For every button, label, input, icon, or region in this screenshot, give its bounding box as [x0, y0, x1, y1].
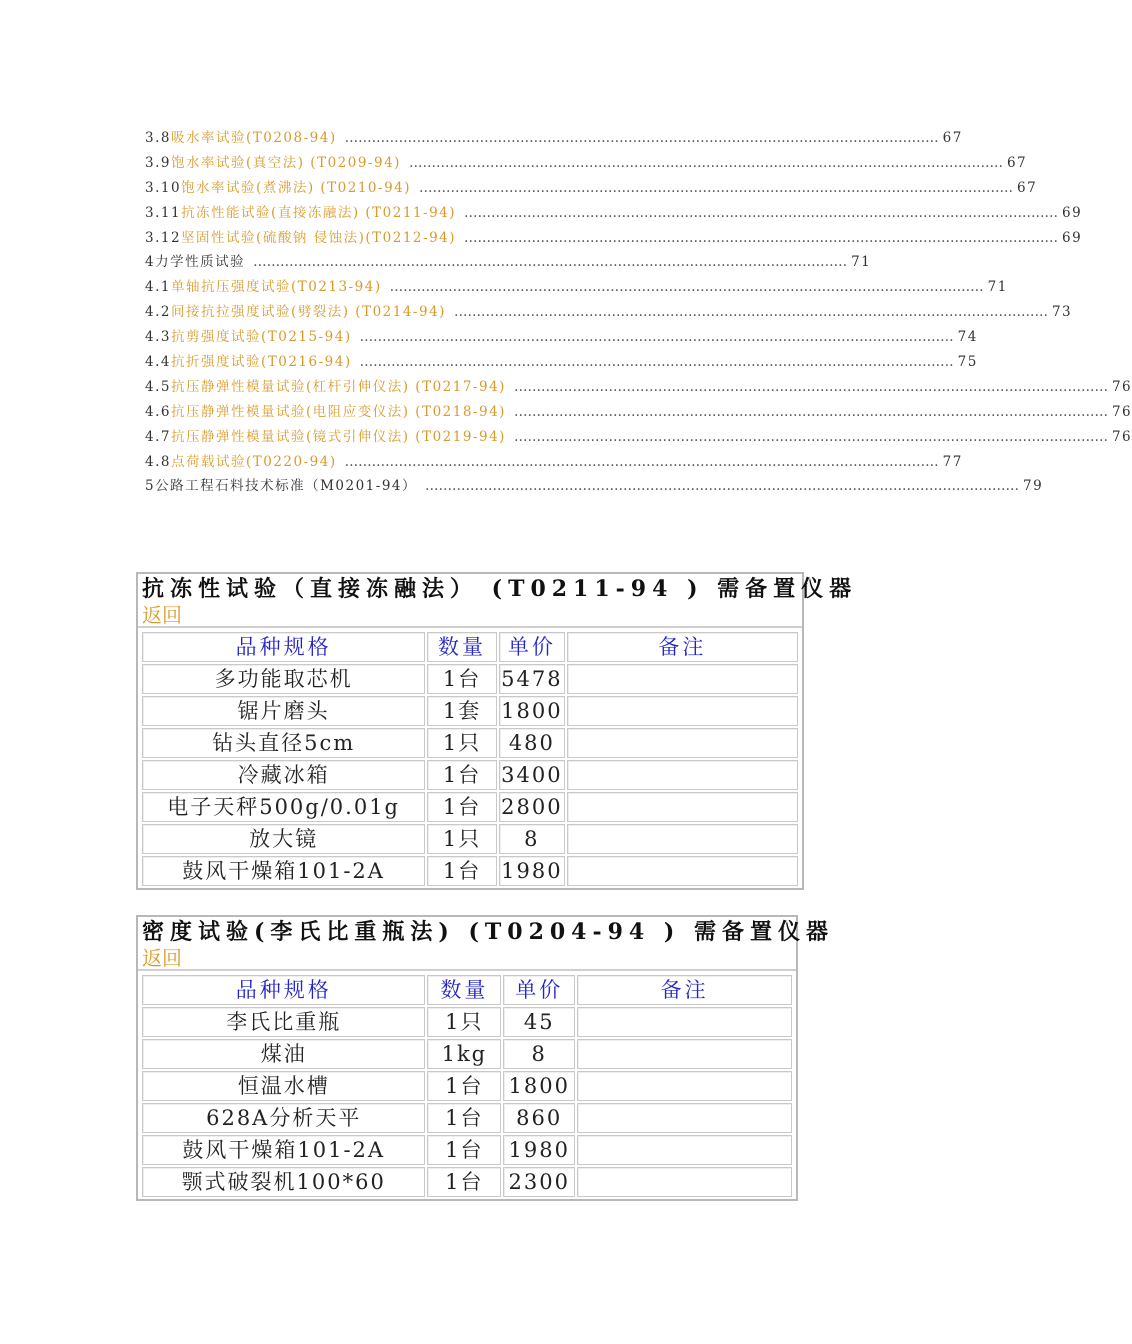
toc-entry[interactable] — [145, 400, 1132, 425]
cell-quantity: 1台 — [427, 792, 497, 822]
table-row — [142, 1039, 792, 1069]
back-link[interactable]: 返回 — [138, 604, 802, 628]
toc-number: 4.8 — [145, 453, 171, 470]
table-row — [142, 728, 798, 758]
toc-title-link[interactable]: 抗压静弹性模量试验(杠杆引伸仪法) (T0217-94) — [170, 378, 506, 395]
equipment-table-frost — [136, 572, 858, 890]
cell-item-spec: 放大镜 — [142, 824, 425, 854]
toc-leader-dots: …………………………………………………………………………………………………………………… — [389, 279, 984, 296]
cell-unit-price: 3400 — [499, 760, 565, 790]
cell-item-spec: 628A分析天平 — [142, 1103, 425, 1133]
toc-page-number: 67 — [1006, 154, 1028, 171]
toc-number: 4.4 — [145, 354, 171, 371]
toc-leader-dots: …………………………………………………………………………………………………………………… — [253, 254, 848, 271]
toc-title-link[interactable]: 抗折强度试验(T0216-94) — [170, 354, 352, 371]
toc-number: 5 — [145, 478, 156, 495]
toc-leader-dots: …………………………………………………………………………………………………………………… — [464, 204, 1059, 221]
header-quantity: 数量 — [427, 632, 497, 662]
cell-item-spec: 鼓风干燥箱101-2A — [142, 856, 425, 886]
cell-quantity: 1台 — [427, 856, 497, 886]
cell-item-spec: 电子天秤500g/0.01g — [142, 792, 425, 822]
toc-leader-dots: …………………………………………………………………………………………………………………… — [344, 453, 939, 470]
toc-leader-dots: …………………………………………………………………………………………………………………… — [344, 130, 939, 146]
toc-title-link[interactable]: 抗压静弹性模量试验(电阻应变仪法) (T0218-94) — [170, 403, 506, 420]
toc-number: 4.1 — [145, 279, 171, 296]
header-remarks: 备注 — [577, 975, 792, 1005]
cell-quantity: 1套 — [427, 696, 497, 726]
toc-leader-dots: …………………………………………………………………………………………………………………… — [419, 179, 1014, 196]
toc-entry[interactable] — [145, 425, 1132, 450]
toc-page-number: 76 — [1111, 378, 1132, 395]
cell-item-spec: 多功能取芯机 — [142, 664, 425, 694]
toc-page-number: 76 — [1111, 403, 1132, 420]
table-row — [142, 824, 798, 854]
toc-page-number: 75 — [957, 354, 978, 371]
cell-unit-price: 5478 — [499, 664, 565, 694]
toc-entry[interactable] — [145, 350, 978, 375]
cell-unit-price: 1800 — [503, 1071, 575, 1101]
cell-item-spec: 恒温水槽 — [142, 1071, 425, 1101]
toc-entry[interactable] — [145, 450, 963, 475]
toc-number: 3.11 — [145, 204, 182, 221]
cell-remarks — [577, 1007, 792, 1037]
cell-quantity: 1台 — [427, 1135, 501, 1165]
toc-number: 4.2 — [145, 304, 171, 321]
equipment-table — [140, 973, 794, 1199]
cell-remarks — [567, 792, 798, 822]
toc-page-number: 76 — [1111, 428, 1132, 445]
toc-number: 4.7 — [145, 428, 171, 445]
cell-remarks — [577, 1071, 792, 1101]
toc-entry[interactable] — [145, 176, 1038, 201]
cell-quantity: 1只 — [427, 728, 497, 758]
toc-entry — [145, 250, 872, 275]
cell-unit-price: 45 — [503, 1007, 575, 1037]
toc-number: 3.12 — [145, 229, 182, 246]
table-row — [142, 1167, 792, 1197]
table-row — [142, 1103, 792, 1133]
toc-page-number: 74 — [957, 329, 978, 346]
header-unit-price: 单价 — [499, 632, 565, 662]
header-item-spec: 品种规格 — [142, 975, 425, 1005]
toc-leader-dots: …………………………………………………………………………………………………………………… — [359, 329, 954, 346]
toc-entry[interactable] — [145, 151, 1028, 176]
toc-leader-dots: …………………………………………………………………………………………………………………… — [453, 304, 1048, 321]
toc-entry[interactable] — [145, 300, 1073, 325]
toc-leader-dots: …………………………………………………………………………………………………………………… — [513, 403, 1108, 420]
cell-remarks — [567, 696, 798, 726]
cell-unit-price: 480 — [499, 728, 565, 758]
cell-item-spec: 钻头直径5cm — [142, 728, 425, 758]
toc-entry[interactable] — [145, 201, 1083, 226]
toc-page-number: 67 — [1017, 179, 1038, 196]
table-row — [142, 696, 798, 726]
table-row — [142, 1007, 792, 1037]
toc-title-link[interactable]: 单轴抗压强度试验(T0213-94) — [170, 279, 382, 296]
table-row — [142, 760, 798, 790]
cell-quantity: 1只 — [427, 824, 497, 854]
toc-title-link[interactable]: 饱水率试验(煮沸法) (T0210-94) — [181, 179, 412, 196]
toc-page-number: 71 — [987, 279, 1008, 296]
equipment-table — [140, 630, 800, 888]
toc-number: 4 — [145, 254, 156, 271]
table-row — [142, 856, 798, 886]
toc-entry[interactable] — [145, 325, 978, 350]
toc-page-number: 77 — [942, 453, 963, 470]
toc-page-number: 67 — [942, 130, 963, 146]
toc-leader-dots: …………………………………………………………………………………………………………………… — [513, 378, 1108, 395]
toc-title-link[interactable]: 抗冻性能试验(直接冻融法) (T0211-94) — [181, 204, 457, 221]
toc-page-number: 69 — [1062, 229, 1083, 246]
cell-remarks — [577, 1039, 792, 1069]
toc-title-link[interactable]: 抗剪强度试验(T0215-94) — [170, 329, 352, 346]
cell-unit-price: 8 — [499, 824, 565, 854]
toc-leader-dots: …………………………………………………………………………………………………………………… — [359, 354, 954, 371]
toc-page-number: 69 — [1062, 204, 1083, 221]
cell-quantity: 1台 — [427, 760, 497, 790]
header-remarks: 备注 — [567, 632, 798, 662]
table-row — [142, 664, 798, 694]
toc-title-link[interactable]: 吸水率试验(T0208-94) — [170, 130, 337, 146]
toc-title-link: 公路工程石料技术标准（M0201-94） — [155, 478, 418, 495]
table-header-row — [142, 632, 798, 662]
toc-entry[interactable] — [145, 375, 1132, 400]
cell-quantity: 1只 — [427, 1007, 501, 1037]
cell-quantity: 1kg — [427, 1039, 501, 1069]
cell-remarks — [577, 1135, 792, 1165]
cell-item-spec: 颚式破裂机100*60 — [142, 1167, 425, 1197]
back-link[interactable]: 返回 — [138, 947, 796, 971]
toc-number: 4.6 — [145, 403, 171, 420]
toc-number: 4.5 — [145, 378, 171, 395]
table-header-row — [142, 975, 792, 1005]
cell-item-spec: 李氏比重瓶 — [142, 1007, 425, 1037]
header-item-spec: 品种规格 — [142, 632, 425, 662]
toc-entry[interactable] — [145, 126, 963, 151]
cell-unit-price: 860 — [503, 1103, 575, 1133]
equipment-table-density — [136, 915, 834, 1201]
table-row — [142, 1071, 792, 1101]
cell-item-spec: 鼓风干燥箱101-2A — [142, 1135, 425, 1165]
header-unit-price: 单价 — [503, 975, 575, 1005]
cell-quantity: 1台 — [427, 664, 497, 694]
cell-unit-price: 8 — [503, 1039, 575, 1069]
toc-number: 3.9 — [145, 154, 171, 171]
toc-title-link[interactable]: 间接抗拉强度试验(劈裂法) (T0214-94) — [170, 304, 446, 321]
toc-leader-dots: …………………………………………………………………………………………………………………… — [464, 229, 1059, 246]
table-row — [142, 1135, 792, 1165]
toc-title-link[interactable]: 饱水率试验(真空法) (T0209-94) — [170, 154, 401, 171]
cell-remarks — [567, 664, 798, 694]
cell-quantity: 1台 — [427, 1103, 501, 1133]
header-quantity: 数量 — [427, 975, 501, 1005]
toc-number: 4.3 — [145, 329, 171, 346]
cell-remarks — [577, 1167, 792, 1197]
toc-title-link[interactable]: 坚固性试验(硫酸钠 侵蚀法)(T0212-94) — [181, 229, 457, 246]
cell-remarks — [567, 728, 798, 758]
toc-page-number: 73 — [1051, 304, 1073, 321]
cell-remarks — [577, 1103, 792, 1133]
cell-unit-price: 2300 — [503, 1167, 575, 1197]
cell-item-spec: 冷藏冰箱 — [142, 760, 425, 790]
toc-number: 3.10 — [145, 179, 182, 196]
toc-title-link[interactable]: 抗压静弹性模量试验(镜式引伸仪法) (T0219-94) — [170, 428, 506, 445]
toc-leader-dots: …………………………………………………………………………………………………………………… — [425, 478, 1020, 495]
cell-remarks — [567, 856, 798, 886]
toc-entry[interactable] — [145, 226, 1083, 251]
toc-page-number: 79 — [1023, 478, 1044, 495]
toc-leader-dots: …………………………………………………………………………………………………………………… — [408, 154, 1003, 171]
table-of-contents — [145, 126, 1132, 499]
cell-unit-price: 1800 — [499, 696, 565, 726]
toc-title-link: 力学性质试验 — [155, 254, 246, 271]
table-title: 抗冻性试验（直接冻融法） (T0211-94 ) 需备置仪器 — [142, 576, 858, 602]
cell-quantity: 1台 — [427, 1167, 501, 1197]
toc-leader-dots: …………………………………………………………………………………………………………………… — [513, 428, 1108, 445]
cell-item-spec: 锯片磨头 — [142, 696, 425, 726]
table-row — [142, 792, 798, 822]
cell-item-spec: 煤油 — [142, 1039, 425, 1069]
toc-page-number: 71 — [851, 254, 872, 271]
cell-unit-price: 2800 — [499, 792, 565, 822]
toc-entry — [145, 474, 1044, 499]
cell-remarks — [567, 824, 798, 854]
cell-remarks — [567, 760, 798, 790]
toc-entry[interactable] — [145, 275, 1008, 300]
cell-quantity: 1台 — [427, 1071, 501, 1101]
toc-title-link[interactable]: 点荷载试验(T0220-94) — [170, 453, 337, 470]
cell-unit-price: 1980 — [499, 856, 565, 886]
toc-number: 3.8 — [145, 130, 171, 146]
table-title: 密度试验(李氏比重瓶法) (T0204-94 ) 需备置仪器 — [142, 919, 834, 945]
cell-unit-price: 1980 — [503, 1135, 575, 1165]
